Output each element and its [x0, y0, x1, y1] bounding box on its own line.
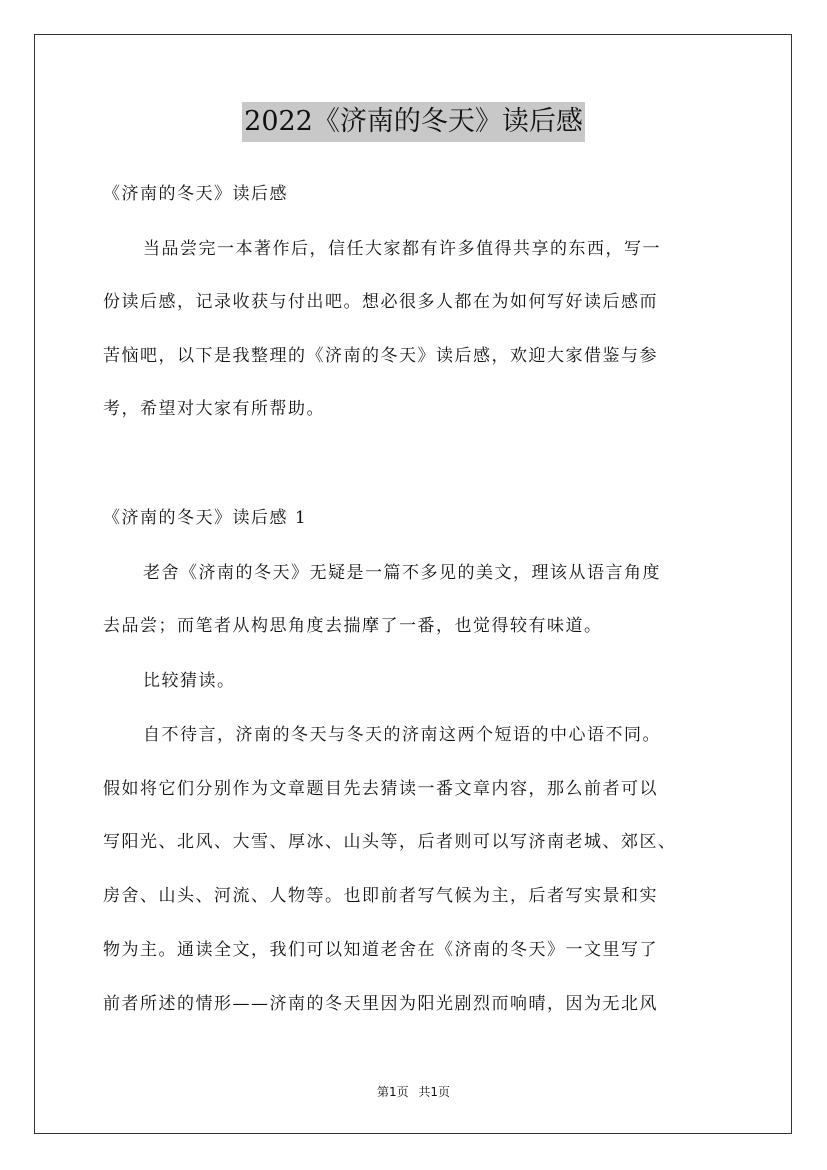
paragraph-line: 自不待言，济南的冬天与冬天的济南这两个短语的中心语不同。 — [143, 725, 661, 745]
paragraph-line: 老舍《济南的冬天》无疑是一篇不多见的美文，理该从语言角度 — [143, 563, 661, 583]
paragraph-line: 前者所述的情形——济南的冬天里因为阳光剧烈而响晴，因为无北风 — [103, 994, 658, 1014]
page-number: 第1页 — [376, 1085, 409, 1099]
paragraph-line: 《济南的冬天》读后感 — [103, 184, 288, 204]
paragraph-line: 房舍、山头、河流、人物等。也即前者写气候为主，后者写实景和实 — [103, 886, 658, 906]
document-title: 2022《济南的冬天》读后感 — [242, 102, 585, 142]
title-container — [0, 102, 827, 142]
paragraph-line: 物为主。通读全文，我们可以知道老舍在《济南的冬天》一文里写了 — [103, 940, 658, 960]
paragraph-line: 考，希望对大家有所帮助。 — [103, 399, 325, 419]
page-footer — [0, 1083, 827, 1100]
paragraph-line: 份读后感，记录收获与付出吧。想必很多人都在为如何写好读后感而 — [103, 292, 658, 312]
paragraph-line: 假如将它们分别作为文章题目先去猜读一番文章内容，那么前者可以 — [103, 779, 658, 799]
paragraph-line: 苦恼吧，以下是我整理的《济南的冬天》读后感，欢迎大家借鉴与参 — [103, 346, 658, 366]
paragraph-line: 《济南的冬天》读后感 1 — [103, 508, 308, 528]
page-total: 共1页 — [418, 1085, 451, 1099]
paragraph-line: 当品尝完一本著作后，信任大家都有许多值得共享的东西，写一 — [143, 239, 661, 259]
paragraph-line: 写阳光、北风、大雪、厚冰、山头等，后者则可以写济南老城、郊区、 — [103, 832, 677, 852]
paragraph-line: 去品尝；而笔者从构思角度去揣摩了一番，也觉得较有味道。 — [103, 616, 603, 636]
paragraph-line: 比较猜读。 — [143, 671, 236, 691]
